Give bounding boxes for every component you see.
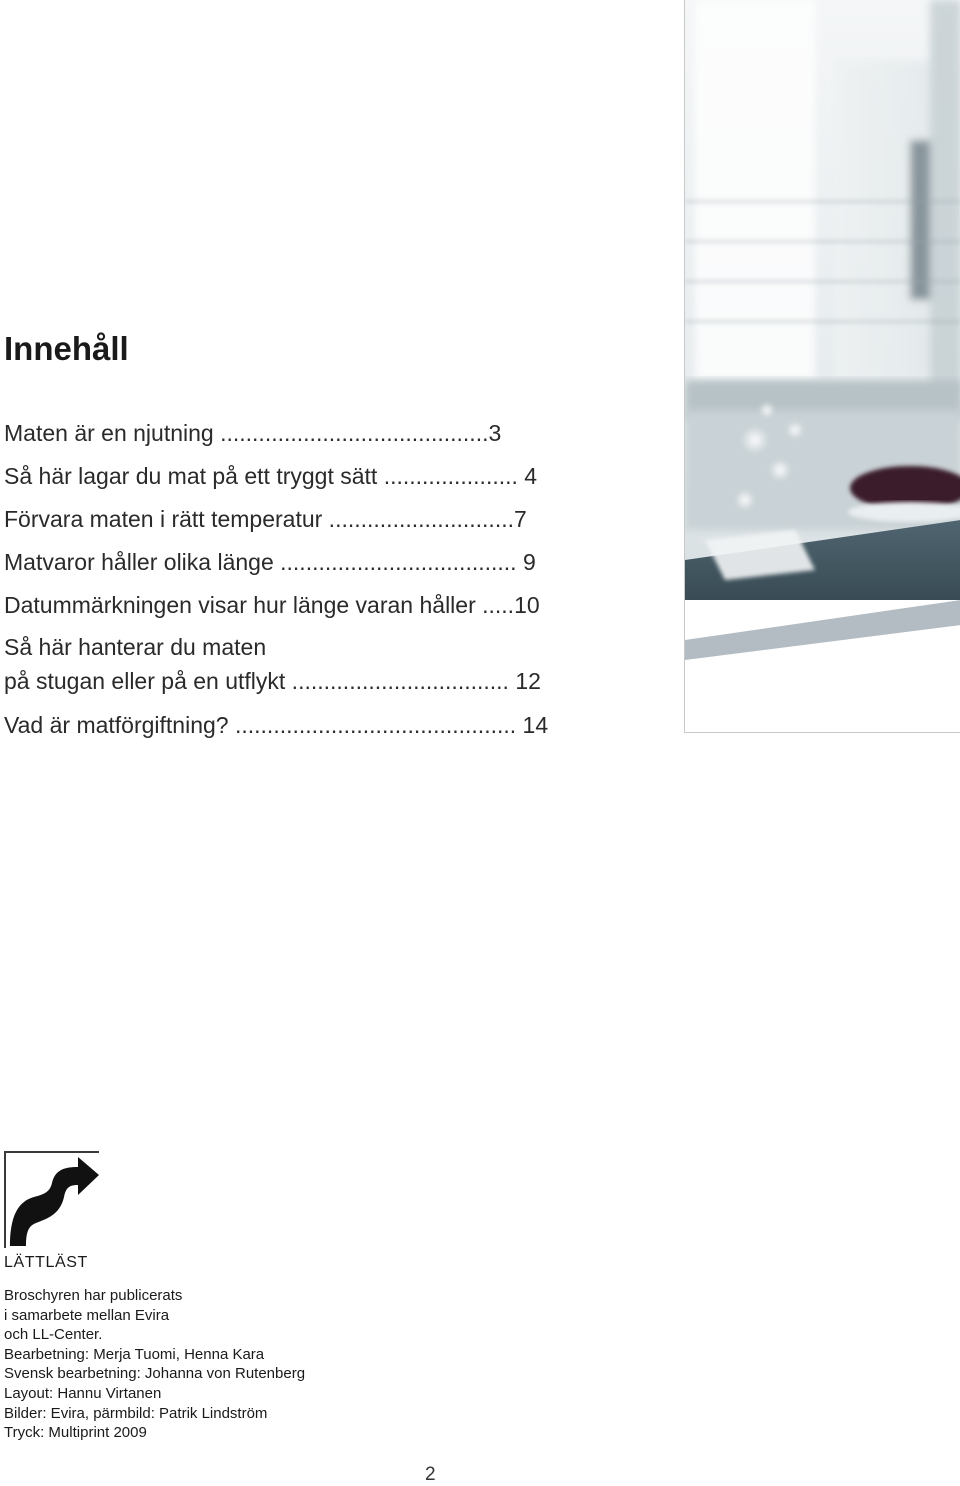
- credit-line: Layout: Hannu Virtanen: [4, 1384, 162, 1402]
- lattlast-logo: [4, 1151, 99, 1248]
- toc-entry[interactable]: Vad är matförgiftning? ............................................ 14: [4, 712, 549, 738]
- toc-heading: Innehåll: [4, 330, 129, 367]
- logo-label: LÄTTLÄST: [4, 1254, 88, 1271]
- credits: [4, 1286, 504, 1443]
- toc-entry[interactable]: Förvara maten i rätt temperatur .............................7: [4, 506, 527, 532]
- table-of-contents: [4, 412, 584, 747]
- kitchen-photo: [684, 0, 960, 733]
- toc-entry[interactable]: Datummärkningen visar hur länge varan håller .....10: [4, 592, 540, 618]
- credit-line: Bilder: Evira, pärmbild: Patrik Lindström: [4, 1404, 268, 1422]
- page-number: 2: [425, 1464, 436, 1485]
- toc-entry[interactable]: Maten är en njutning ..........................................3: [4, 420, 502, 446]
- credit-line: och LL-Center.: [4, 1326, 103, 1344]
- toc-entry[interactable]: på stugan eller på en utflykt .................................. 12: [4, 668, 541, 694]
- credit-line: Bearbetning: Merja Tuomi, Henna Kara: [4, 1345, 265, 1363]
- toc-entry[interactable]: Så här hanterar du maten: [4, 634, 267, 660]
- credit-line: Svensk bearbetning: Johanna von Rutenberg: [4, 1365, 306, 1383]
- credit-line: i samarbete mellan Evira: [4, 1306, 170, 1324]
- credit-line: Tryck: Multiprint 2009: [4, 1424, 147, 1442]
- s-arrow-icon: [6, 1153, 99, 1248]
- toc-entry[interactable]: Matvaror håller olika länge ..................................... 9: [4, 549, 536, 575]
- toc-entry[interactable]: Så här lagar du mat på ett tryggt sätt ..................... 4: [4, 463, 538, 489]
- credit-line: Broschyren har publicerats: [4, 1287, 183, 1304]
- kitchen-photo-graphic: [685, 0, 960, 732]
